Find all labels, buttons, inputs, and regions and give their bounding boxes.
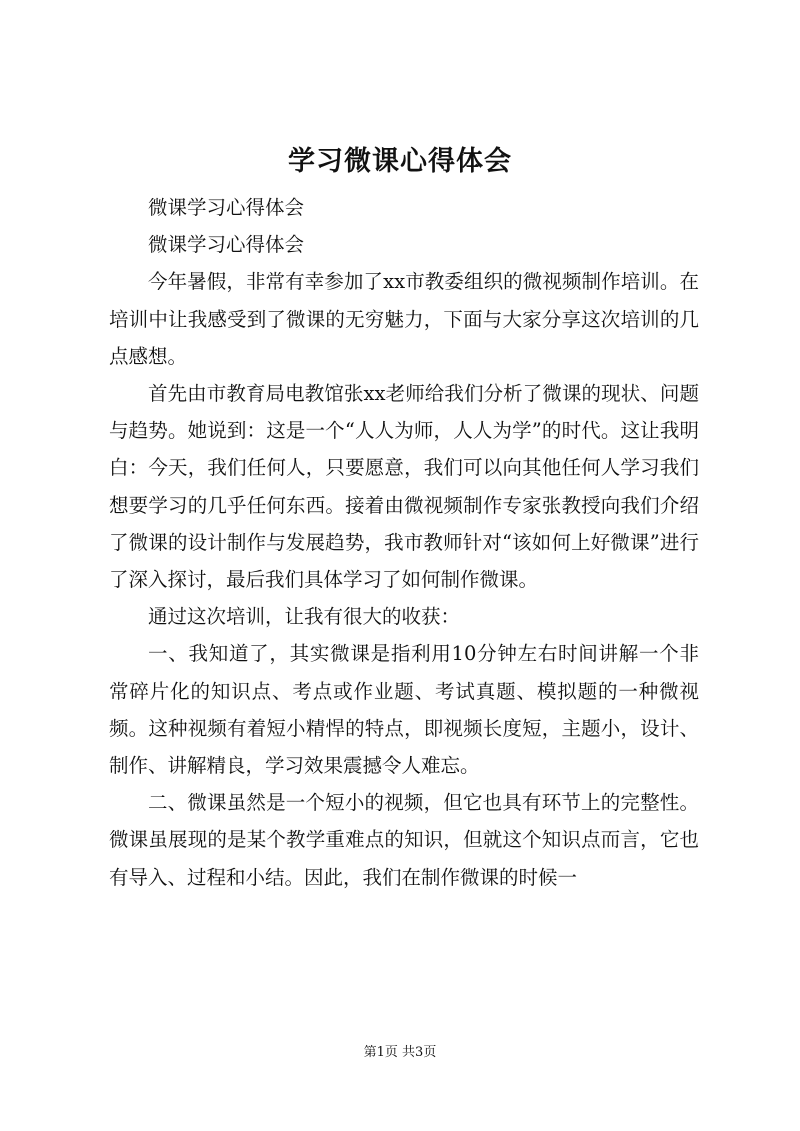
paragraph: 今年暑假，非常有幸参加了xx市教委组织的微视频制作培训。在培训中让我感受到了微课的无穷魅力，下面与大家分享这次培训的几点感想。 — [109, 270, 699, 368]
paragraph: 首先由市教育局电教馆张xx老师给我们分析了微课的现状、问题与趋势。她说到：这是一个“人人为师，人人为学”的时代。这让我明白：今天，我们任何人，只要愿意，我们可以向其他任何人学习我们想要学习的几乎任何东西。接着由微视频制作专家张教授向我们介绍了微课的设计制作与发展趋势，我市教师针对“该如何上好微课”进行了深入探讨，最后我们具体学习了如何制作微课。 — [109, 382, 699, 592]
page-footer: 第1页 共3页 — [363, 1045, 437, 1060]
paragraph: 二、微课虽然是一个短小的视频，但它也具有环节上的完整性。微课虽展现的是某个教学重难点的知识，但就这个知识点而言，它也有导入、过程和小结。因此，我们在制作微课的时候一 — [109, 791, 699, 889]
paragraph: 微课学习心得体会 — [148, 233, 305, 257]
document-title: 学习微课心得体会 — [288, 146, 512, 177]
document-body — [109, 189, 699, 896]
paragraph: 通过这次培训，让我有很大的收获： — [148, 605, 461, 629]
paragraph: 一、我知道了，其实微课是指利用10分钟左右时间讲解一个非常碎片化的知识点、考点或作业题、考试真题、模拟题的一种微视频。这种视频有着短小精悍的特点，即视频长度短，主题小，设计、制作、讲解精良，学习效果震撼令人难忘。 — [109, 642, 699, 778]
paragraph: 微课学习心得体会 — [148, 196, 305, 219]
